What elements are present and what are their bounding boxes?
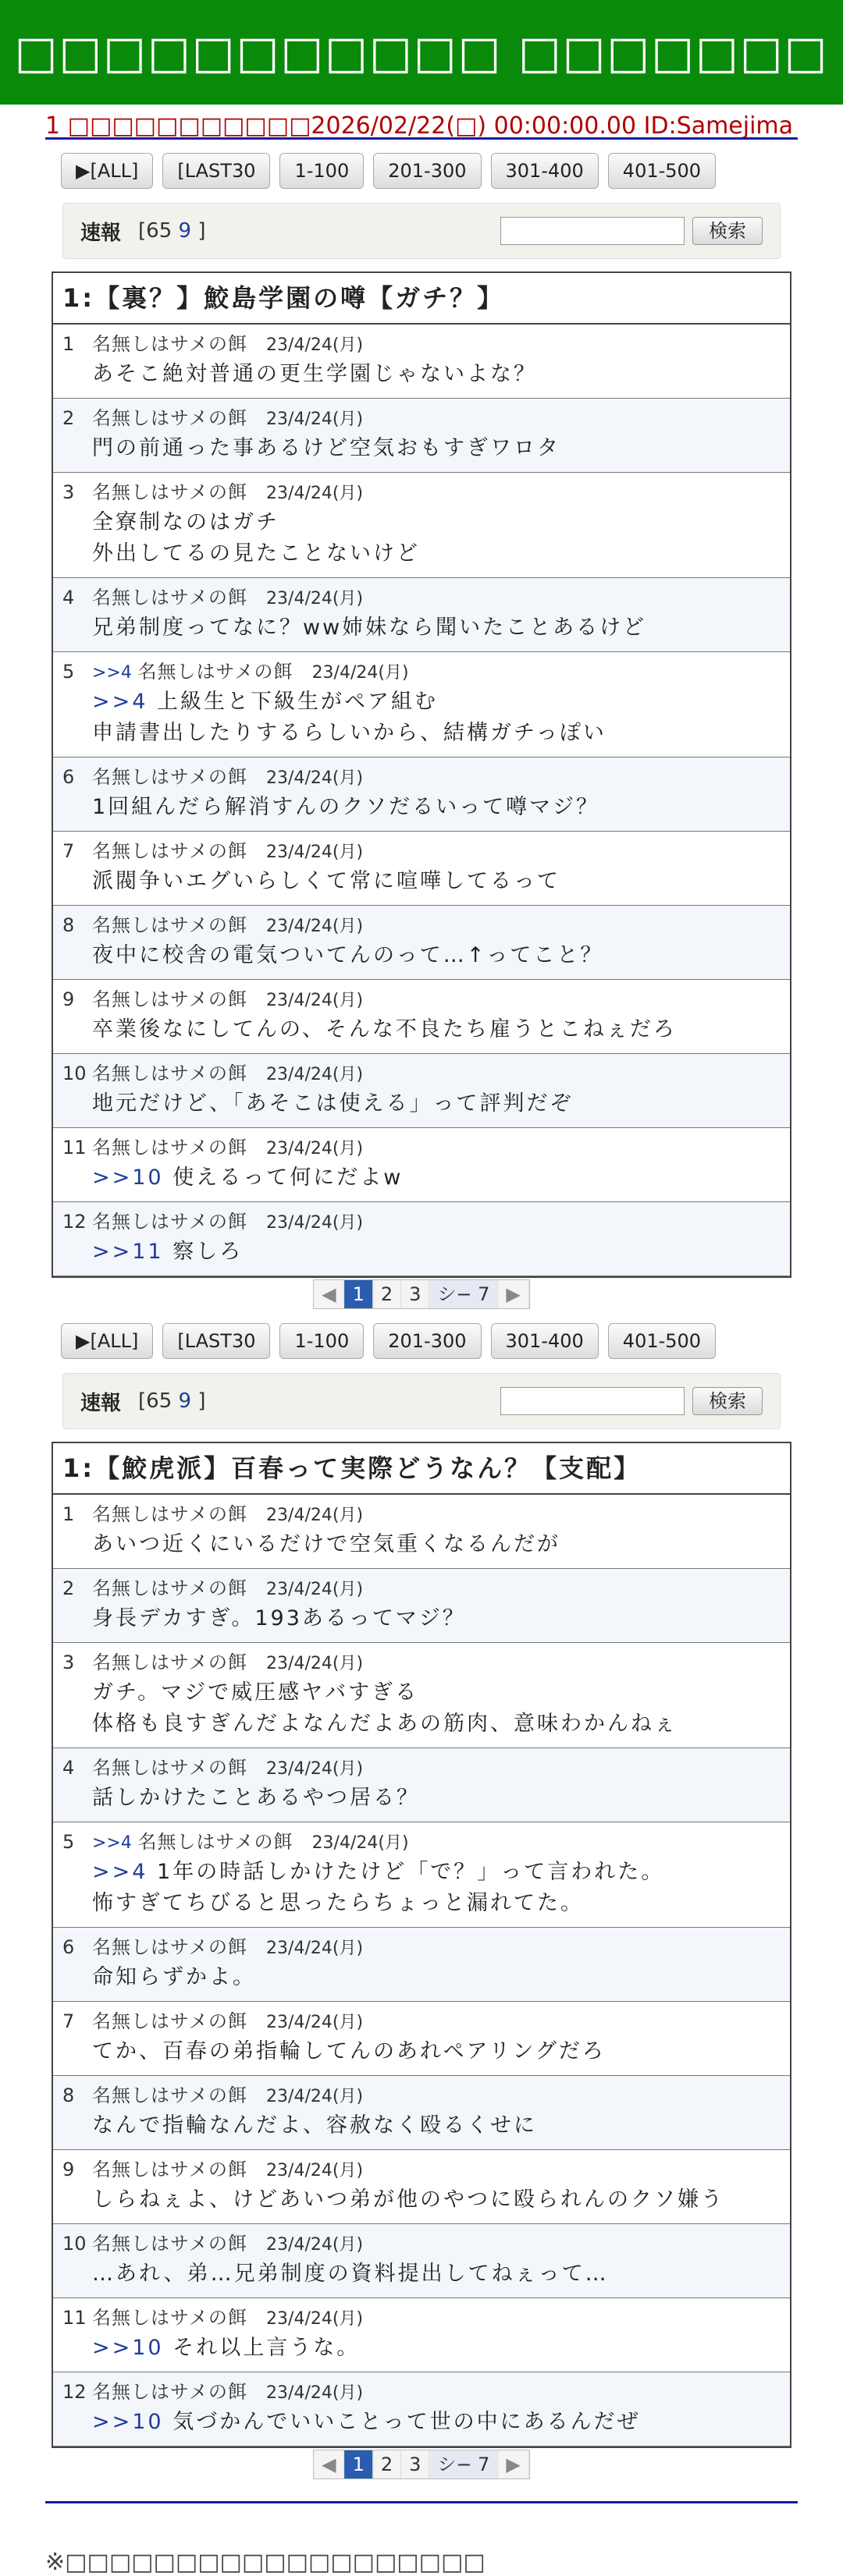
nav-button[interactable]: 201-300 [373, 1323, 481, 1359]
post [53, 652, 790, 758]
post-text: あそこ絶対普通の更生学園じゃないよな？ [92, 362, 537, 386]
post-body-line [92, 687, 782, 718]
post-header [62, 1501, 782, 1529]
footer-note: ※□□□□□□□□□□□□□□□□□□□ [45, 2549, 486, 2576]
post-body-line [92, 1888, 782, 1919]
thread-board [45, 1312, 798, 2482]
post-date: 23/4/24(月) [266, 1654, 364, 1673]
post-body-line [92, 1708, 782, 1740]
nav-button[interactable]: ▶[ALL] [61, 153, 153, 189]
post-header [62, 658, 782, 687]
post-body-line [92, 1014, 782, 1045]
post-text: 兄弟制度ってなに？ww姉妹なら聞いたことあるけど [92, 616, 647, 640]
post-date: 23/4/24(月) [266, 1139, 364, 1158]
post-name: 名無しはサメの餌 [137, 1831, 293, 1853]
post-name: 名無しはサメの餌 [92, 1577, 248, 1599]
post-body [62, 1783, 782, 1814]
page-link[interactable]: 1 [345, 2450, 373, 2478]
post-body [62, 866, 782, 897]
post-number[interactable]: 6 [62, 1936, 75, 1958]
next-page-icon[interactable]: ▶ [498, 1280, 528, 1308]
post-body [62, 1162, 782, 1194]
post [53, 1202, 790, 1276]
post [53, 2372, 790, 2446]
post-header [62, 1829, 782, 1857]
post [53, 1928, 790, 2002]
post-header [62, 1755, 782, 1783]
post-body-line [92, 507, 782, 538]
post-text: 命知らずかよ。 [92, 1965, 256, 1989]
prev-page-icon[interactable]: ◀ [314, 1280, 344, 1308]
quick-label: 速報 [80, 1391, 122, 1415]
post-number[interactable]: 8 [62, 2085, 75, 2106]
post-date: 23/4/24(月) [266, 2309, 364, 2329]
post-number[interactable]: 8 [62, 914, 75, 936]
post-date: 23/4/24(月) [266, 2161, 364, 2180]
post-body-line [92, 1603, 782, 1634]
reply-link[interactable]: >>10 [92, 2336, 164, 2360]
post-body [62, 2258, 782, 2290]
post-body-line [92, 1962, 782, 1993]
top-divider [45, 137, 798, 140]
post-body-line [92, 2258, 782, 2290]
post-body [62, 1237, 782, 1268]
reply-link[interactable]: >>10 [92, 1166, 164, 1190]
page-link[interactable]: 2 [373, 1280, 401, 1308]
post-name: 名無しはサメの餌 [92, 481, 248, 503]
post-header [62, 838, 782, 866]
quick-bar [62, 1373, 781, 1429]
post-name: 名無しはサメの餌 [92, 407, 248, 429]
top-post-text: 1 □□□□□□□□□□□2026/02/22(□) 00:00:00.00 ID:Samejima [45, 112, 794, 140]
thread-title: 1:【鮫虎派】百春って実際どうなん？【支配】 [53, 1443, 790, 1495]
post-header [62, 2379, 782, 2407]
post-text: 1年の時話しかけたけど「で？」って言われた。 [157, 1860, 665, 1884]
post-header [62, 584, 782, 612]
thread [52, 1442, 791, 2448]
quick-label: 速報 [80, 221, 122, 245]
post-body [62, 940, 782, 971]
post-date: 23/4/24(月) [266, 2235, 364, 2255]
post-name: 名無しはサメの餌 [137, 661, 293, 683]
post-body [62, 792, 782, 823]
post-date: 23/4/24(月) [266, 991, 364, 1010]
post-date: 23/4/24(月) [266, 335, 364, 355]
post-body [62, 1014, 782, 1045]
count-number: 9 [178, 1389, 192, 1413]
post-number[interactable]: 12 [62, 2381, 87, 2403]
page-link[interactable]: 3 [401, 1280, 429, 1308]
prev-page-icon[interactable]: ◀ [314, 2450, 344, 2478]
post [53, 399, 790, 473]
post [53, 1054, 790, 1128]
post-header [62, 1649, 782, 1677]
nav-button[interactable]: 301-400 [491, 153, 599, 189]
post [53, 2298, 790, 2372]
quick-count [138, 219, 205, 243]
post-number[interactable]: 4 [62, 587, 75, 609]
post-text: なんで指輪なんだよ、容赦なく殴るくせに [92, 2113, 537, 2138]
post [53, 2150, 790, 2224]
post-date: 23/4/24(月) [266, 1506, 364, 1525]
post-name: 名無しはサメの餌 [92, 2159, 248, 2180]
post-date: 23/4/24(月) [311, 663, 409, 683]
post-date: 23/4/24(月) [266, 843, 364, 862]
search-button[interactable]: 検索 [692, 217, 763, 245]
post-body [62, 2036, 782, 2067]
nav-button[interactable]: 301-400 [491, 1323, 599, 1359]
post [53, 1128, 790, 1202]
post-date: 23/4/24(月) [266, 410, 364, 429]
post [53, 1569, 790, 1643]
post-text: ガチ。マジで威圧感ヤバすぎる [92, 1680, 419, 1705]
post-body [62, 2184, 782, 2216]
post-name: 名無しはサメの餌 [92, 2381, 248, 2403]
nav-button[interactable]: [LAST30 [162, 153, 270, 189]
post-body-line [92, 1783, 782, 1814]
post [53, 2224, 790, 2298]
post-text: しらねぇよ、けどあいつ弟が他のやつに殴られんのクソ嫌う [92, 2187, 724, 2212]
post-body [62, 433, 782, 464]
post-text: 全寮制なのはガチ [92, 510, 279, 534]
bottom-divider [45, 2501, 798, 2503]
post-number[interactable]: 5 [62, 1831, 75, 1853]
search-input[interactable] [500, 217, 685, 245]
post-text: 地元だけど、「あそこは使える」って評判だぞ [92, 1091, 574, 1116]
nav-button[interactable]: ▶[ALL] [61, 1323, 153, 1359]
pagination [313, 2450, 530, 2479]
post-header [62, 479, 782, 507]
next-label-link[interactable]: シ− 7 [429, 2450, 498, 2478]
page-link[interactable]: 2 [373, 2450, 401, 2478]
post-name: 名無しはサメの餌 [92, 1936, 248, 1958]
post-body-line [92, 940, 782, 971]
top-post-header [45, 111, 798, 142]
post-text: 身長デカすぎ。193あるってマジ？ [92, 1606, 466, 1630]
post-body [62, 1529, 782, 1560]
post-number[interactable]: 12 [62, 1211, 87, 1233]
post-header [62, 986, 782, 1014]
post-number[interactable]: 2 [62, 1577, 75, 1599]
post-body-line [92, 2110, 782, 2141]
post-name: 名無しはサメの餌 [92, 587, 248, 609]
post-body [62, 1088, 782, 1119]
post-body-line [92, 2333, 782, 2364]
post [53, 832, 790, 906]
post [53, 473, 790, 578]
post-date: 23/4/24(月) [266, 2383, 364, 2403]
post-number[interactable]: 1 [62, 1503, 75, 1525]
post-date: 23/4/24(月) [266, 1065, 364, 1084]
post-name: 名無しはサメの餌 [92, 1503, 248, 1525]
post-date: 23/4/24(月) [266, 1580, 364, 1599]
post-body-line [92, 1677, 782, 1708]
post-number[interactable]: 6 [62, 766, 75, 788]
post-date: 23/4/24(月) [266, 484, 364, 503]
post-header [62, 405, 782, 433]
post-body-line [92, 612, 782, 644]
pager-area [45, 1278, 798, 1312]
thread [52, 271, 791, 1278]
post [53, 1495, 790, 1569]
post-number[interactable]: 9 [62, 988, 75, 1010]
post [53, 1748, 790, 1822]
nav-button[interactable]: [LAST30 [162, 1323, 270, 1359]
post-name: 名無しはサメの餌 [92, 840, 248, 862]
reply-anchor-link[interactable]: >>4 [92, 1833, 132, 1853]
post-number[interactable]: 4 [62, 1757, 75, 1779]
next-page-icon[interactable]: ▶ [498, 2450, 528, 2478]
post [53, 1643, 790, 1748]
nav-button[interactable]: 401-500 [608, 1323, 716, 1359]
post-header [62, 2305, 782, 2333]
post-date: 23/4/24(月) [266, 2087, 364, 2106]
post-text: 門の前通った事あるけど空気おもすぎワロタ [92, 436, 560, 460]
post-header [62, 1134, 782, 1162]
post-name: 名無しはサメの餌 [92, 2307, 248, 2329]
post-date: 23/4/24(月) [266, 589, 364, 609]
count-prefix: [65 [138, 1389, 179, 1413]
post-body [62, 507, 782, 569]
post-body [62, 612, 782, 644]
post-body-line [92, 359, 782, 390]
post-body [62, 2110, 782, 2141]
nav-bar [45, 142, 798, 200]
count-suffix: ] [191, 219, 206, 243]
post-body [62, 1857, 782, 1919]
post-body [62, 1962, 782, 1993]
post-body-line [92, 1162, 782, 1194]
post-header [62, 2156, 782, 2184]
post-text: 夜中に校舎の電気ついてんのって…↑ってこと？ [92, 943, 604, 967]
thread-board [45, 142, 798, 1312]
post-number[interactable]: 7 [62, 840, 75, 862]
search-input[interactable] [500, 1387, 685, 1415]
post-body-line [92, 2036, 782, 2067]
post-text: 上級生と下級生がペア組む [157, 690, 439, 714]
post-body-line [92, 2184, 782, 2216]
post-name: 名無しはサメの餌 [92, 1652, 248, 1673]
reply-link[interactable]: >>4 [92, 690, 148, 714]
quick-bar [62, 203, 781, 259]
page-link[interactable]: 1 [345, 1280, 373, 1308]
count-suffix: ] [191, 1389, 206, 1413]
nav-button[interactable]: 1-100 [279, 153, 364, 189]
pager-area [45, 2448, 798, 2482]
post-text: 派閥争いエグいらしくて常に喧嘩してるって [92, 869, 560, 893]
post-text: 申請書出したりするらしいから、結構ガチっぽい [92, 721, 606, 745]
count-prefix: [65 [138, 219, 179, 243]
post-date: 23/4/24(月) [266, 1939, 364, 1958]
pagination [313, 1279, 530, 1309]
site-banner [0, 0, 843, 105]
post-body-line [92, 718, 782, 749]
post-number[interactable]: 10 [62, 2233, 87, 2255]
post-number[interactable]: 5 [62, 661, 75, 683]
post-text: 察しろ [173, 1240, 244, 1264]
post-number[interactable]: 11 [62, 1137, 87, 1158]
post-date: 23/4/24(月) [266, 2013, 364, 2032]
banner-title: □□□□□□□□□□□ □□□□□□□ [14, 26, 829, 79]
post-header [62, 1575, 782, 1603]
post-header [62, 2230, 782, 2258]
post-text: 卒業後なにしてんの、そんな不良たち雇うとこねぇだろ [92, 1017, 677, 1041]
post-text: 怖すぎてちびると思ったらちょっと漏れてた。 [92, 1891, 584, 1915]
reply-anchor-link[interactable]: >>4 [92, 663, 132, 683]
post-body-line [92, 1857, 782, 1888]
post-text: 話しかけたことあるやつ居る？ [92, 1786, 420, 1810]
post-header [62, 1208, 782, 1237]
post-date: 23/4/24(月) [266, 768, 364, 788]
nav-bar [45, 1312, 798, 1370]
post-name: 名無しはサメの餌 [92, 988, 248, 1010]
post-number[interactable]: 3 [62, 1652, 75, 1673]
post-number[interactable]: 3 [62, 481, 75, 503]
post-body [62, 687, 782, 749]
post-date: 23/4/24(月) [266, 1213, 364, 1233]
post-number[interactable]: 9 [62, 2159, 75, 2180]
post-name: 名無しはサメの餌 [92, 1137, 248, 1158]
post-body-line [92, 1529, 782, 1560]
post-body [62, 1677, 782, 1740]
post-number[interactable]: 1 [62, 333, 75, 355]
post [53, 980, 790, 1054]
post-body-line [92, 538, 782, 569]
post-body-line [92, 1088, 782, 1119]
post-body-line [92, 792, 782, 823]
post-name: 名無しはサメの餌 [92, 2085, 248, 2106]
post [53, 325, 790, 399]
post-number[interactable]: 10 [62, 1063, 87, 1084]
post [53, 2002, 790, 2076]
post-header [62, 331, 782, 359]
post-body [62, 2333, 782, 2364]
post-text: あいつ近くにいるだけで空気重くなるんだが [92, 1532, 560, 1556]
post-body [62, 1603, 782, 1634]
post-text: 外出してるの見たことないけど [92, 541, 420, 566]
post-date: 23/4/24(月) [266, 917, 364, 936]
post [53, 906, 790, 980]
post-name: 名無しはサメの餌 [92, 333, 248, 355]
post-number[interactable]: 2 [62, 407, 75, 429]
post-name: 名無しはサメの餌 [92, 1211, 248, 1233]
post-number[interactable]: 7 [62, 2010, 75, 2032]
post-text: それ以上言うな。 [173, 2336, 361, 2360]
post-name: 名無しはサメの餌 [92, 766, 248, 788]
nav-button[interactable]: 1-100 [279, 1323, 364, 1359]
post [53, 2076, 790, 2150]
post-body-line [92, 433, 782, 464]
post-header [62, 1060, 782, 1088]
post [53, 758, 790, 832]
reply-link[interactable]: >>4 [92, 1860, 148, 1884]
post-text: 使えるって何にだよw [173, 1166, 404, 1190]
post-body-line [92, 866, 782, 897]
post-body-line [92, 2407, 782, 2438]
post-text: 気づかんでいいことって世の中にあるんだぜ [173, 2410, 641, 2434]
thread-title: 1:【裏？】鮫島学園の噂【ガチ？】 [53, 273, 790, 325]
reply-link[interactable]: >>10 [92, 2410, 164, 2434]
post-name: 名無しはサメの餌 [92, 1063, 248, 1084]
post-body [62, 2407, 782, 2438]
post-name: 名無しはサメの餌 [92, 1757, 248, 1779]
post-header [62, 2082, 782, 2110]
post-body-line [92, 1237, 782, 1268]
post-name: 名無しはサメの餌 [92, 2233, 248, 2255]
post-text: 体格も良すぎんだよなんだよあの筋肉、意味わかんねぇ [92, 1712, 678, 1736]
post [53, 578, 790, 652]
post-text: てか、百春の弟指輪してんのあれペアリングだろ [92, 2039, 606, 2063]
post-header [62, 912, 782, 940]
post-text: …あれ、弟…兄弟制度の資料提出してねぇって… [92, 2262, 609, 2286]
post-header [62, 2008, 782, 2036]
post-text: 1回組んだら解消すんのクソだるいって噂マジ？ [92, 795, 600, 819]
post-name: 名無しはサメの餌 [92, 914, 248, 936]
quick-count [138, 1389, 205, 1413]
post-date: 23/4/24(月) [311, 1833, 409, 1853]
count-number: 9 [178, 219, 192, 243]
post-body [62, 359, 782, 390]
post-number[interactable]: 11 [62, 2307, 87, 2329]
reply-link[interactable]: >>11 [92, 1240, 164, 1264]
post-name: 名無しはサメの餌 [92, 2010, 248, 2032]
nav-button[interactable]: 201-300 [373, 153, 481, 189]
next-label-link[interactable]: シ− 7 [429, 1280, 498, 1308]
post-date: 23/4/24(月) [266, 1759, 364, 1779]
page-link[interactable]: 3 [401, 2450, 429, 2478]
search-button[interactable]: 検索 [692, 1387, 763, 1415]
post-header [62, 1934, 782, 1962]
nav-button[interactable]: 401-500 [608, 153, 716, 189]
post [53, 1822, 790, 1928]
post-header [62, 764, 782, 792]
